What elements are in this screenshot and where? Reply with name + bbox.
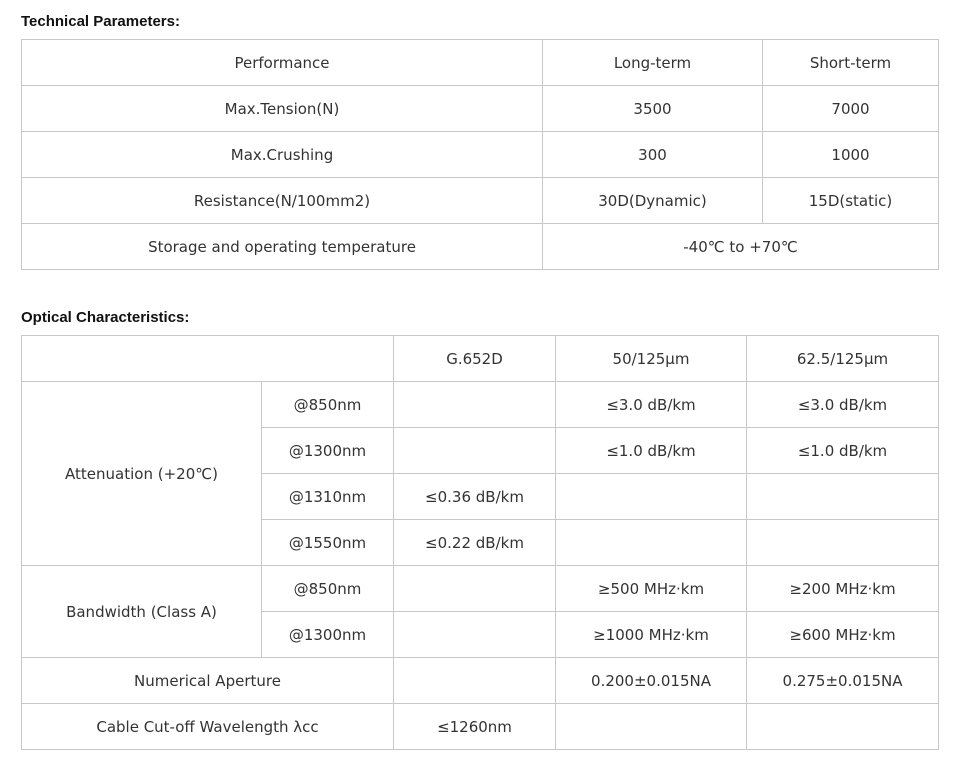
- mm625-value: ≥200 MHz·km: [747, 566, 939, 612]
- g652d-value: [394, 428, 556, 474]
- g652d-value: [394, 566, 556, 612]
- table-row: [22, 382, 939, 428]
- table-row: [22, 224, 939, 270]
- long-term-value: 3500: [543, 86, 763, 132]
- mm625-value: [747, 704, 939, 750]
- temperature-label: Storage and operating temperature: [22, 224, 543, 270]
- mm625-value: 0.275±0.015NA: [747, 658, 939, 704]
- g652d-value: ≤0.36 dB/km: [394, 474, 556, 520]
- table-row: [22, 336, 939, 382]
- header-long-term: Long-term: [543, 40, 763, 86]
- mm50-value: [556, 520, 747, 566]
- row-label: Max.Tension(N): [22, 86, 543, 132]
- table-row: [22, 40, 939, 86]
- mm50-value: ≥500 MHz·km: [556, 566, 747, 612]
- mm50-value: 0.200±0.015NA: [556, 658, 747, 704]
- technical-parameters-table: [21, 39, 939, 270]
- mm625-value: [747, 474, 939, 520]
- g652d-value: ≤1260nm: [394, 704, 556, 750]
- numerical-aperture-label: Numerical Aperture: [22, 658, 394, 704]
- header-empty-cell: [22, 336, 394, 382]
- wavelength-cell: @1310nm: [262, 474, 394, 520]
- mm625-value: [747, 520, 939, 566]
- short-term-value: 15D(static): [763, 178, 939, 224]
- g652d-value: [394, 658, 556, 704]
- optical-characteristics-title: Optical Characteristics:: [21, 309, 190, 326]
- cutoff-wavelength-label: Cable Cut-off Wavelength λcc: [22, 704, 394, 750]
- g652d-value: [394, 612, 556, 658]
- header-50-125: 50/125μm: [556, 336, 747, 382]
- mm625-value: ≥600 MHz·km: [747, 612, 939, 658]
- table-row: [22, 704, 939, 750]
- technical-parameters-title: Technical Parameters:: [21, 13, 180, 30]
- mm50-value: ≥1000 MHz·km: [556, 612, 747, 658]
- mm50-value: ≤3.0 dB/km: [556, 382, 747, 428]
- mm625-value: ≤3.0 dB/km: [747, 382, 939, 428]
- long-term-value: 30D(Dynamic): [543, 178, 763, 224]
- long-term-value: 300: [543, 132, 763, 178]
- wavelength-cell: @850nm: [262, 382, 394, 428]
- short-term-value: 7000: [763, 86, 939, 132]
- mm50-value: [556, 704, 747, 750]
- row-label: Resistance(N/100mm2): [22, 178, 543, 224]
- table-row: [22, 658, 939, 704]
- table-row: [22, 566, 939, 612]
- mm50-value: [556, 474, 747, 520]
- temperature-value: -40℃ to +70℃: [543, 224, 939, 270]
- header-performance: Performance: [22, 40, 543, 86]
- header-g652d: G.652D: [394, 336, 556, 382]
- bandwidth-label: Bandwidth (Class A): [22, 566, 262, 658]
- mm50-value: ≤1.0 dB/km: [556, 428, 747, 474]
- g652d-value: ≤0.22 dB/km: [394, 520, 556, 566]
- optical-characteristics-table: [21, 335, 939, 750]
- row-label: Max.Crushing: [22, 132, 543, 178]
- attenuation-label: Attenuation (+20℃): [22, 382, 262, 566]
- header-short-term: Short-term: [763, 40, 939, 86]
- wavelength-cell: @1300nm: [262, 612, 394, 658]
- short-term-value: 1000: [763, 132, 939, 178]
- table-row: [22, 86, 939, 132]
- table-row: [22, 132, 939, 178]
- wavelength-cell: @850nm: [262, 566, 394, 612]
- wavelength-cell: @1300nm: [262, 428, 394, 474]
- wavelength-cell: @1550nm: [262, 520, 394, 566]
- mm625-value: ≤1.0 dB/km: [747, 428, 939, 474]
- g652d-value: [394, 382, 556, 428]
- table-row: [22, 178, 939, 224]
- header-62-5-125: 62.5/125μm: [747, 336, 939, 382]
